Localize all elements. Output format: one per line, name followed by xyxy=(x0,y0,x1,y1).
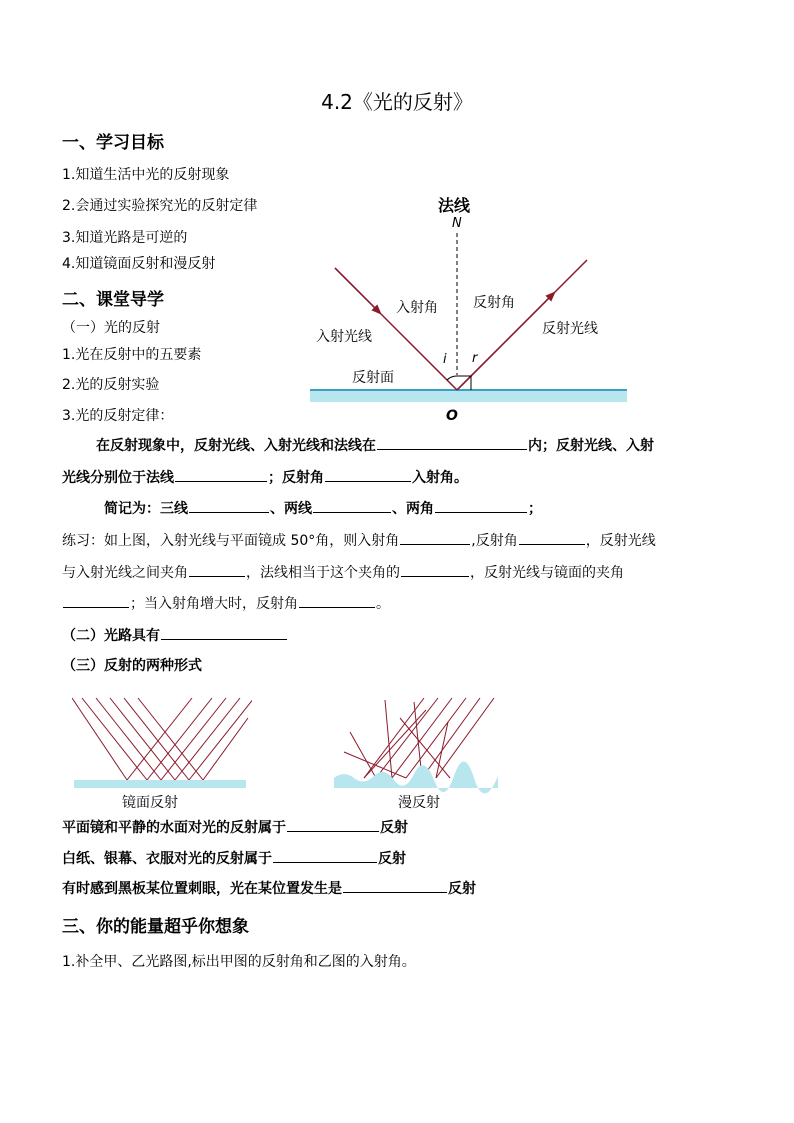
specular-rays xyxy=(72,698,252,780)
answer-blank[interactable] xyxy=(313,497,391,513)
exercise-text: 练习：如上图，入射光线与平面镜成 50°角，则入射角 xyxy=(62,533,400,549)
angle-r-label: r xyxy=(472,351,478,366)
specular-label: 镜面反射 xyxy=(122,795,178,811)
question-diffuse xyxy=(62,847,406,868)
exercise-text: 。 xyxy=(376,596,390,612)
specular-reflection-figure xyxy=(72,692,252,794)
reflected-ray-label: 反射光线 xyxy=(542,321,598,337)
exercise-text: ，反射光线 xyxy=(585,533,656,549)
mirror-surface xyxy=(310,390,627,402)
section-heading-practice: 三、你的能量超乎你想象 xyxy=(62,917,249,937)
angle-i-arc xyxy=(447,376,457,380)
incident-angle-label: 入射角 xyxy=(396,300,438,316)
practice-question: 1.补全甲、乙光路图,标出甲图的反射角和乙图的入射角。 xyxy=(62,954,416,970)
answer-blank[interactable] xyxy=(401,561,469,577)
exercise-text: 与入射光线之间夹角 xyxy=(62,565,188,581)
incident-ray-label: 入射光线 xyxy=(316,329,372,345)
short-text: 、两角 xyxy=(392,501,434,517)
angle-i-label: i xyxy=(443,352,447,367)
answer-blank[interactable] xyxy=(343,877,447,893)
answer-blank[interactable] xyxy=(435,497,527,513)
exercise-line-1 xyxy=(62,529,656,550)
answer-blank[interactable] xyxy=(377,434,527,450)
exercise-text: ,反射角 xyxy=(471,533,518,549)
answer-blank[interactable] xyxy=(325,466,411,482)
diffuse-reflection-figure xyxy=(330,692,502,794)
exercise-text: ；当入射角增大时，反射角 xyxy=(130,596,298,612)
answer-blank[interactable] xyxy=(189,561,245,577)
law-text: 内；反射光线、入射 xyxy=(528,438,654,454)
answer-blank[interactable] xyxy=(519,529,585,545)
question-text: 白纸、银幕、衣服对光的反射属于 xyxy=(62,851,272,867)
guide-item: 2.光的反射实验 xyxy=(62,377,160,393)
page-title: 4.2《光的反射》 xyxy=(321,90,473,114)
law-text: 入射角。 xyxy=(412,470,468,486)
law-text: 光线分别位于法线 xyxy=(62,470,174,486)
question-blackboard xyxy=(62,877,476,898)
question-specular xyxy=(62,816,408,837)
law-line-1 xyxy=(96,434,654,455)
question-text: 反射 xyxy=(448,881,476,897)
law-line-2 xyxy=(62,466,468,487)
rough-surface xyxy=(334,761,498,793)
question-text: 反射 xyxy=(380,820,408,836)
short-text: 、两线 xyxy=(270,501,312,517)
exercise-line-2 xyxy=(62,561,624,582)
exercise-text: ，法线相当于这个夹角的 xyxy=(246,565,400,581)
question-text: 反射 xyxy=(378,851,406,867)
reflection-diagram xyxy=(300,185,640,425)
answer-blank[interactable] xyxy=(161,624,287,640)
exercise-line-3 xyxy=(62,592,390,613)
objective-item: 1.知道生活中光的反射现象 xyxy=(62,167,230,183)
subheading-text: （二）光路具有 xyxy=(62,628,160,644)
surface-label: 反射面 xyxy=(352,370,394,386)
point-o-label: O xyxy=(446,408,458,424)
answer-blank[interactable] xyxy=(287,816,379,832)
flat-mirror xyxy=(74,780,246,788)
normal-title: 法线 xyxy=(438,196,471,215)
answer-blank[interactable] xyxy=(299,592,375,608)
short-text: ； xyxy=(528,501,542,517)
objective-item: 2.会通过实验探究光的反射定律 xyxy=(62,198,258,214)
incident-arrow xyxy=(335,268,378,311)
question-text: 平面镜和平静的水面对光的反射属于 xyxy=(62,820,286,836)
normal-n-label: N xyxy=(452,216,462,231)
short-text: 简记为：三线 xyxy=(104,501,188,517)
short-line xyxy=(104,497,542,518)
answer-blank[interactable] xyxy=(63,592,129,608)
diffuse-rays xyxy=(344,698,494,778)
section-heading-guide: 二、课堂导学 xyxy=(62,290,164,310)
guide-item: 3.光的反射定律： xyxy=(62,408,174,424)
guide-item: 1.光在反射中的五要素 xyxy=(62,347,202,363)
reflect-angle-label: 反射角 xyxy=(473,295,515,311)
diffuse-label: 漫反射 xyxy=(398,795,440,811)
answer-blank[interactable] xyxy=(400,529,470,545)
answer-blank[interactable] xyxy=(175,466,267,482)
law-text: ；反射角 xyxy=(268,470,324,486)
question-text: 有时感到黑板某位置刺眼，光在某位置发生是 xyxy=(62,881,342,897)
exercise-text: ，反射光线与镜面的夹角 xyxy=(470,565,624,581)
answer-blank[interactable] xyxy=(273,847,377,863)
subheading-reversible xyxy=(62,624,288,645)
section-heading-objectives: 一、学习目标 xyxy=(62,133,164,153)
objective-item: 3.知道光路是可逆的 xyxy=(62,230,188,246)
subheading-reflection: （一）光的反射 xyxy=(62,320,160,336)
objective-item: 4.知道镜面反射和漫反射 xyxy=(62,256,216,272)
answer-blank[interactable] xyxy=(189,497,269,513)
subheading-two-forms: （三）反射的两种形式 xyxy=(62,658,202,674)
law-text: 在反射现象中，反射光线、入射光线和法线在 xyxy=(96,438,376,454)
